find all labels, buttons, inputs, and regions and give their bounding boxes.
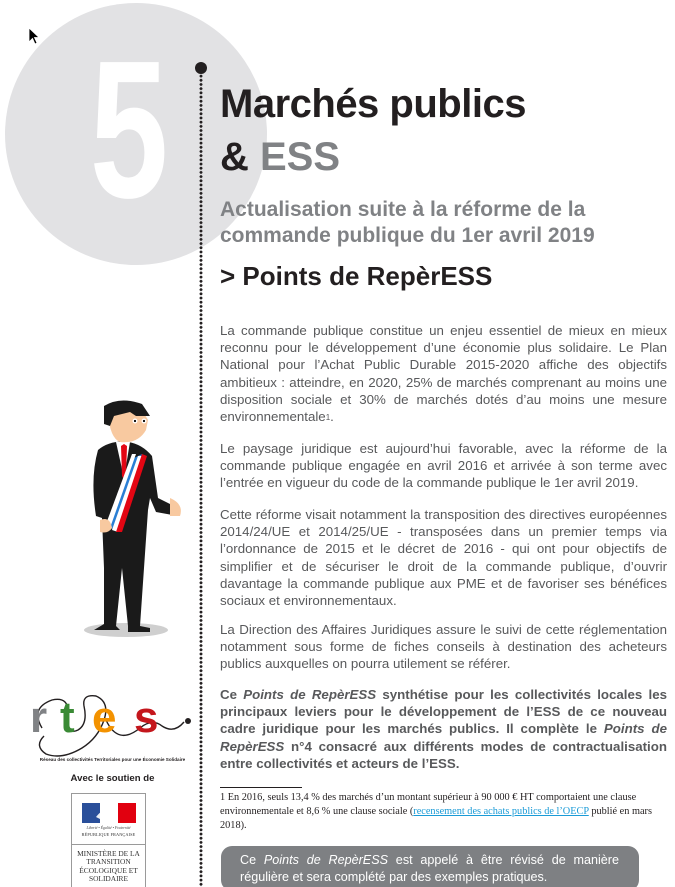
rtes-letter-r: r	[30, 693, 48, 742]
callout-italic: Points de RepèrESS	[263, 853, 389, 867]
summary-italic-1: Points de RepèrESS	[243, 687, 377, 702]
republic-motto: Liberté • Égalité • Fraternité	[86, 826, 131, 830]
footnote-reference[interactable]: 1	[325, 413, 331, 423]
callout-text-1: Ce	[240, 853, 264, 867]
summary-text-2: synthétise pour les collectivités locales les principaux leviers pour le développement de l’ESS de ce nouveau cadre juridique pour les marchés publics. Il complète le	[220, 687, 667, 737]
revision-callout	[221, 846, 639, 887]
paragraph-legal-context: Le paysage juridique est aujourd’hui favorable, avec la réforme de la commande publique engagée en avril 2016 et arrivée à son terme avec l’entrée en vigueur du code de la commande publique le 1er avril 2019.	[220, 441, 667, 491]
summary-text-3: n°4 consacré aux différents modes de contractualisation entre collectivités et acteurs de l’ESS.	[220, 738, 667, 771]
mayor-illustration	[80, 398, 185, 638]
callout-text-2: est appelé à être révisé de manière régulière et sera complété par des exemples pratiques.	[240, 853, 619, 884]
summary-italic-2: Points de RepèrESS	[220, 721, 667, 754]
page-title: Marchés publics	[220, 82, 526, 126]
rtes-logo	[22, 688, 197, 766]
title-ampersand: &	[220, 135, 260, 179]
marianne-flag-icon	[82, 803, 136, 823]
ministry-name: MINISTÈRE DE LA TRANSITION ÉCOLOGIQUE ET SOLIDAIRE	[77, 849, 140, 883]
footnote-divider	[220, 787, 302, 788]
rtes-tagline: Réseau des collectivités Territoriales pour une Économie Solidaire	[39, 757, 186, 762]
paragraph-intro	[220, 322, 667, 425]
timeline-dot	[195, 62, 207, 74]
ministry-divider	[72, 844, 145, 845]
title-ess: ESS	[260, 135, 341, 179]
footnote-text: 1 En 2016, seuls 13,4 % des marchés d’un montant supérieur à 90 000 € HT comportaient une clause environnementale et 8,6 % une clause sociale (	[220, 792, 637, 817]
page-subtitle: Actualisation suite à la réforme de la commande publique du 1er avril 2019	[220, 198, 595, 247]
paragraph-summary	[220, 686, 667, 772]
paragraph-daj: La Direction des Affaires Juridiques assure le suivi de cette réglementation notamment sous forme de fiches conseils à destination des acheteurs publics auxquelles on pourra utilement se référer.	[220, 622, 667, 672]
footnote	[220, 791, 665, 833]
page-title-line2	[220, 135, 340, 179]
section-number: 5	[89, 20, 166, 239]
dotted-timeline-divider	[199, 74, 203, 887]
rtes-letter-s: s	[134, 693, 159, 742]
summary-text-1: Ce	[220, 687, 244, 702]
series-heading: > Points de RepèrESS	[220, 261, 493, 291]
footnote-text-end: publié en mars 2018).	[220, 806, 652, 831]
mouse-cursor-icon	[28, 27, 42, 47]
republique-francaise: RÉPUBLIQUE FRANÇAISE	[81, 832, 136, 837]
paragraph-intro-end: .	[330, 409, 334, 425]
paragraph-reform-directives: Cette réforme visait notamment la transposition des directives européennes 2014/24/UE et 2014/25/UE - transposées dans un premier temps via l’ordonnance de 2015 et le décret de 2016 - qui ont pour objectifs de simplifier et de sécuriser le droit de la commande publique, d’ouvrir davantage la commande publique aux PME et de favoriser ses bénéfices sociaux et environnementaux.	[220, 507, 667, 609]
ministry-logo	[71, 793, 146, 887]
rtes-letter-t: t	[60, 693, 75, 742]
rtes-letter-e: e	[92, 693, 117, 742]
oecp-link[interactable]: recensement des achats publics de l’OECP	[413, 806, 589, 817]
paragraph-intro-text: La commande publique constitue un enjeu essentiel de mieux en mieux reconnu pour le développement d’une économie plus solidaire. Le Plan National pour l’Achat Public Durable 2015-2020 affiche des objectifs ambitieux : atteindre, en 2020, 25% de marchés comprenant au moins une disposition sociale et 30% de marchés dotés d’au moins une mesure environnementale	[220, 323, 667, 425]
support-label: Avec le soutien de	[70, 773, 155, 784]
